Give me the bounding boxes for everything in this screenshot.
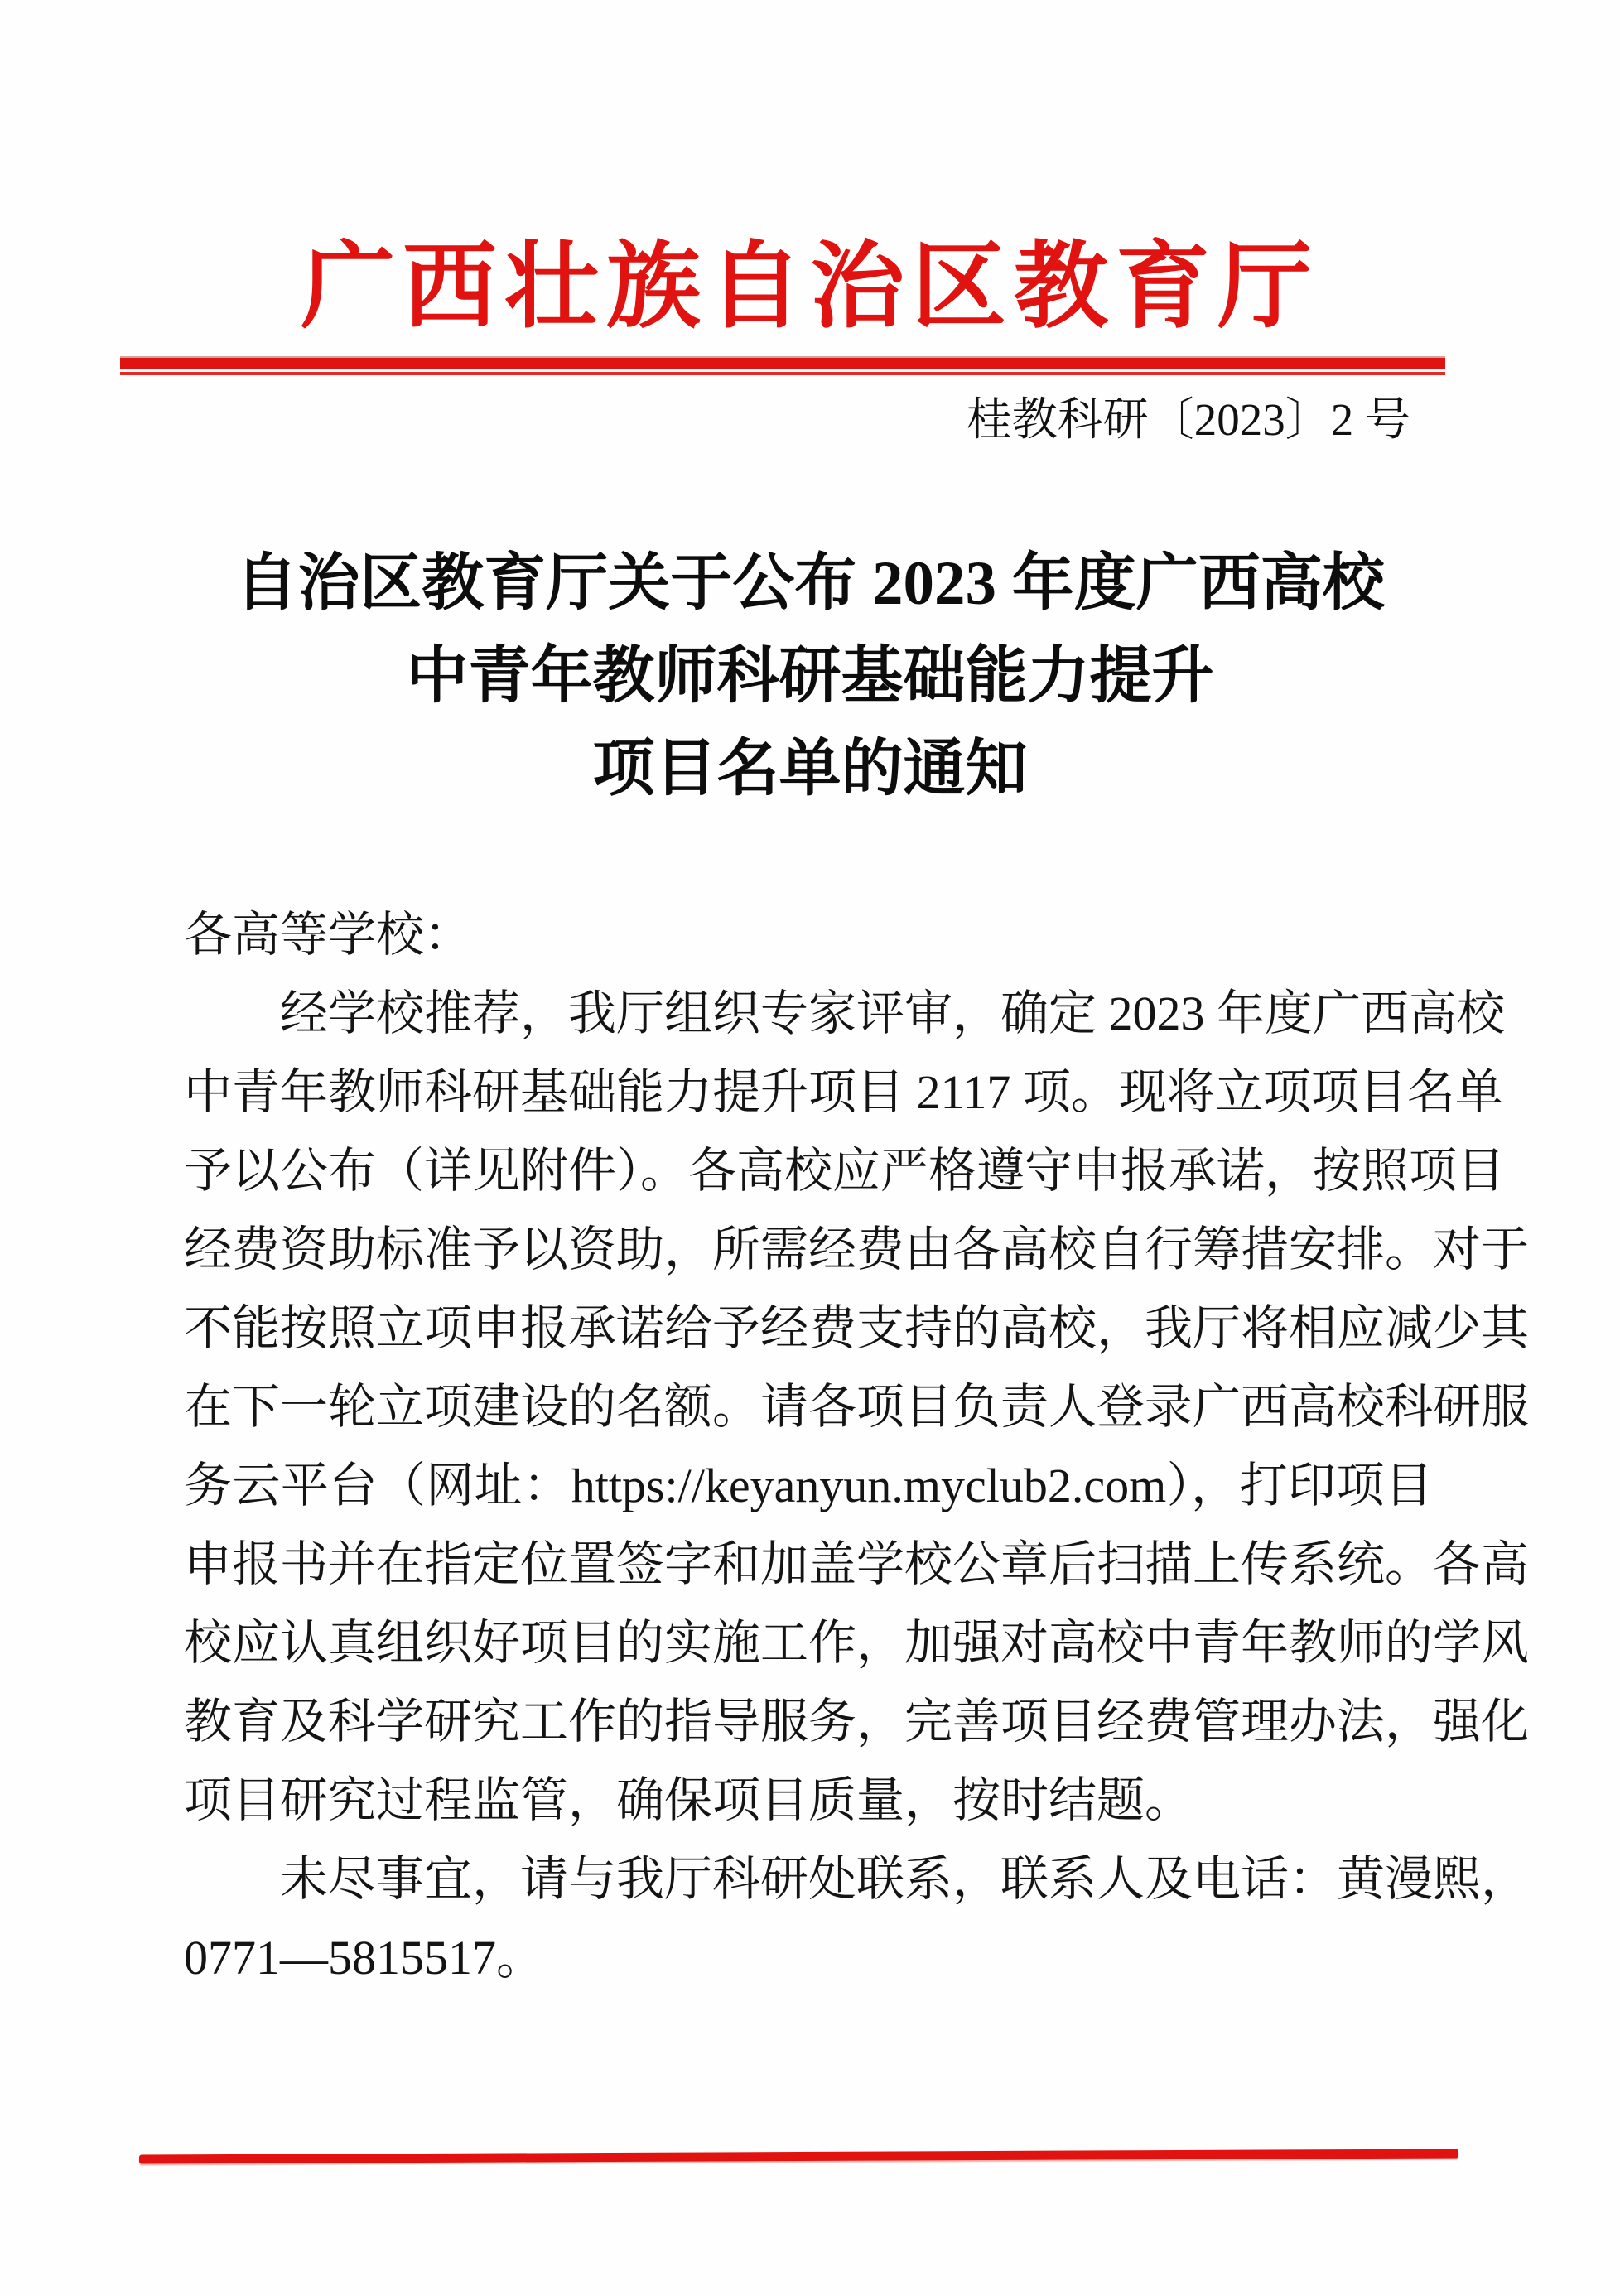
body-line: 未尽事宜，请与我厅科研处联系，联系人及电话：黄漫熙， xyxy=(280,1852,1530,1906)
body-line: 经学校推荐，我厅组织专家评审，确定 2023 年度广西高校 xyxy=(280,986,1506,1040)
body-line: 0771—5815517。 xyxy=(184,1931,545,1985)
salutation: 各高等学校： xyxy=(184,908,473,962)
body-line: 中青年教师科研基础能力提升项目 2117 项。现将立项项目名单 xyxy=(184,1065,1503,1119)
body-line: 务云平台（网址：https://keyanyun.myclub2.com），打印项目 xyxy=(184,1459,1433,1512)
body-line: 不能按照立项申报承诺给予经费支持的高校，我厅将相应减少其 xyxy=(184,1301,1530,1355)
notice-title xyxy=(0,538,1620,816)
body-line: 在下一轮立项建设的名额。请各项目负责人登录广西高校科研服 xyxy=(184,1380,1530,1434)
body-line: 教育及科学研究工作的指导服务，完善项目经费管理办法，强化 xyxy=(184,1695,1530,1749)
footer-rule xyxy=(139,2149,1458,2164)
notice-body xyxy=(0,895,1620,1997)
body-line: 经费资助标准予以资助，所需经费由各高校自行筹措安排。对于 xyxy=(184,1223,1530,1276)
body-line: 校应认真组织好项目的实施工作，加强对高校中青年教师的学风 xyxy=(184,1616,1530,1670)
body-line: 项目研究过程监管，确保项目质量，按时结题。 xyxy=(184,1773,1193,1827)
letterhead-title: 广西壮族自治区教育厅 xyxy=(300,234,1319,340)
letterhead-rule xyxy=(120,358,1445,375)
notice-title-line: 中青年教师科研基础能力提升 xyxy=(406,642,1214,711)
letterhead-rule-thin xyxy=(120,372,1445,375)
letterhead-rule-thick xyxy=(120,358,1445,369)
body-line: 申报书并在指定位置签字和加盖学校公章后扫描上传系统。各高 xyxy=(184,1537,1530,1591)
notice-title-line: 项目名单的通知 xyxy=(592,735,1028,803)
doc-number: 桂教科研〔2023〕2 号 xyxy=(966,394,1410,445)
notice-title-line: 自治区教育厅关于公布 2023 年度广西高校 xyxy=(235,549,1385,618)
body-line: 予以公布（详见附件）。各高校应严格遵守申报承诺，按照项目 xyxy=(184,1144,1506,1198)
